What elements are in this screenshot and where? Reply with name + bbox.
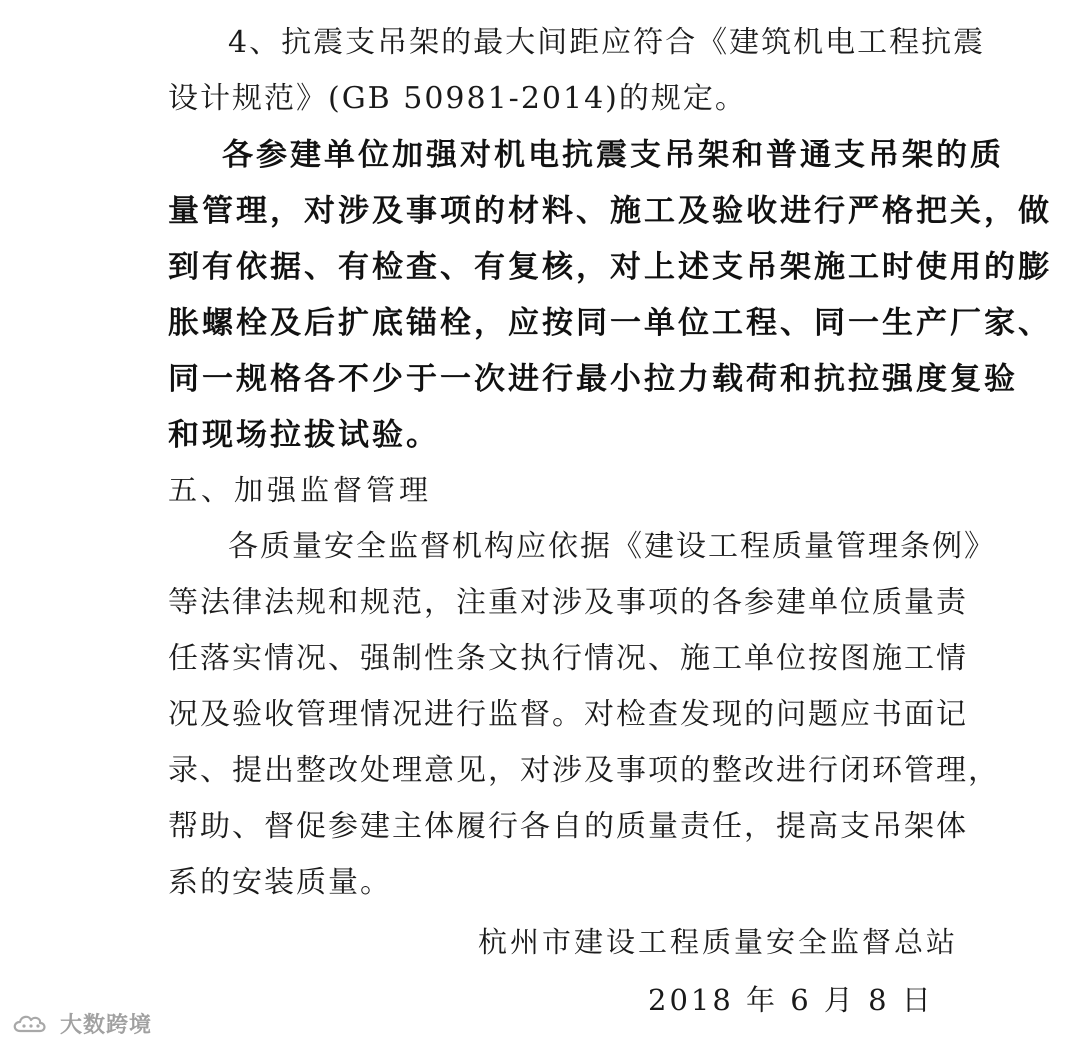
emphasis-line-1: 各参建单位加强对机电抗震支吊架和普通支吊架的质 — [222, 137, 1004, 173]
issuing-organization: 杭州市建设工程质量安全监督总站 — [478, 925, 959, 959]
supervision-line-2: 等法律法规和规范，注重对涉及事项的各参建单位质量责 — [168, 585, 968, 620]
supervision-line-7: 系的安装质量。 — [168, 865, 392, 900]
emphasis-line-6: 和现场拉拔试验。 — [168, 417, 440, 453]
supervision-line-4: 况及验收管理情况进行监督。对检查发现的问题应书面记 — [168, 697, 968, 732]
supervision-line-3: 任落实情况、强制性条文执行情况、施工单位按图施工情 — [168, 641, 968, 676]
emphasis-line-3: 到有依据、有检查、有复核，对上述支吊架施工时使用的膨 — [168, 249, 1052, 285]
section-heading: 五、加强监督管理 — [168, 473, 433, 507]
watermark-text: 大数跨境 — [60, 1013, 153, 1038]
issue-date: 2018 年 6 月 8 日 — [648, 983, 934, 1017]
supervision-line-6: 帮助、督促参建主体履行各自的质量责任，提高支吊架体 — [168, 809, 968, 844]
emphasis-line-4: 胀螺栓及后扩底锚栓，应按同一单位工程、同一生产厂家、 — [168, 305, 1052, 341]
supervision-line-1: 各质量安全监督机构应依据《建设工程质量管理条例》 — [228, 529, 996, 564]
emphasis-line-5: 同一规格各不少于一次进行最小拉力载荷和抗拉强度复验 — [168, 361, 1018, 397]
supervision-line-5: 录、提出整改处理意见，对涉及事项的整改进行闭环管理， — [168, 753, 1000, 788]
item-4-line-2: 设计规范》(GB 50981-2014)的规定。 — [168, 81, 747, 116]
emphasis-line-2: 量管理，对涉及事项的材料、施工及验收进行严格把关，做 — [168, 193, 1052, 229]
item-4-line-1: 4、抗震支吊架的最大间距应符合《建筑机电工程抗震 — [228, 25, 986, 60]
watermark — [10, 1008, 152, 1039]
cloud-logo-icon — [10, 1011, 54, 1037]
